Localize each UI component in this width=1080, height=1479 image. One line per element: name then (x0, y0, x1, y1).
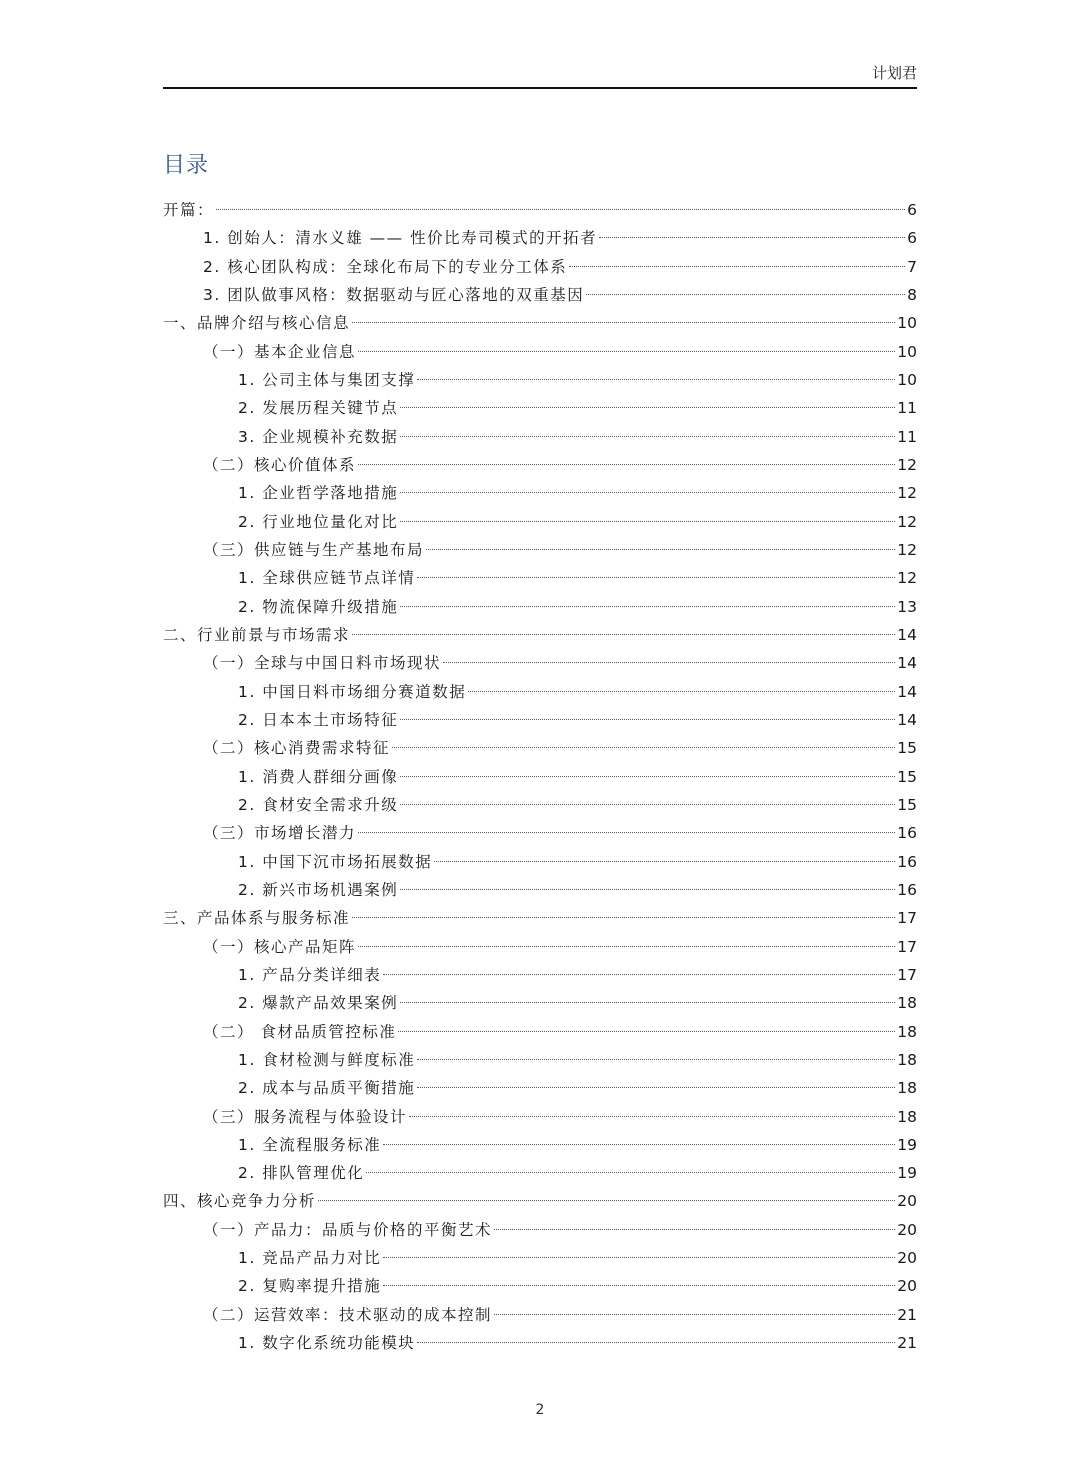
toc-entry-label: （三）市场增长潜力 (203, 824, 357, 843)
toc-entry-label: 1. 中国下沉市场拓展数据 (238, 852, 433, 871)
toc-entry-page: 19 (897, 1164, 917, 1183)
toc-entry[interactable] (163, 1131, 917, 1159)
toc-dot-leader (392, 747, 895, 748)
toc-dot-leader (586, 294, 905, 295)
toc-entry-page: 12 (897, 569, 917, 588)
toc-entry-label: 1. 创始人：清水义雄 —— 性价比寿司模式的开拓者 (203, 229, 598, 248)
toc-entry[interactable] (163, 1301, 917, 1329)
toc-entry-label: 1. 企业哲学落地措施 (238, 484, 399, 503)
toc-dot-leader (417, 379, 895, 380)
toc-entry-label: 2. 食材安全需求升级 (238, 795, 399, 814)
toc-entry[interactable] (163, 791, 917, 819)
toc-dot-leader (318, 1200, 895, 1201)
toc-entry-label: 2. 成本与品质平衡措施 (238, 1079, 416, 1098)
toc-entry-page: 20 (897, 1249, 917, 1268)
toc-entry[interactable] (163, 253, 917, 281)
toc-dot-leader (468, 691, 895, 692)
toc-entry-page: 13 (897, 597, 917, 616)
toc-entry[interactable] (163, 564, 917, 592)
toc-dot-leader (352, 634, 895, 635)
toc-entry[interactable] (163, 706, 917, 734)
toc-dot-leader (494, 1229, 895, 1230)
toc-entry-page: 18 (897, 1022, 917, 1041)
toc-entry-label: 开篇： (163, 201, 215, 219)
toc-entry-label: （二）运营效率：技术驱动的成本控制 (203, 1305, 493, 1324)
toc-dot-leader (216, 209, 905, 210)
toc-entry-label: 2. 新兴市场机遇案例 (238, 880, 399, 899)
toc-entry-page: 16 (897, 852, 917, 871)
toc-entry-page: 14 (897, 710, 917, 729)
toc-entry-label: 1. 产品分类详细表 (238, 965, 382, 984)
toc-entry[interactable] (163, 961, 917, 989)
toc-entry-label: 1. 中国日料市场细分赛道数据 (238, 682, 467, 701)
toc-entry-label: 1. 竞品产品力对比 (238, 1249, 382, 1268)
toc-dot-leader (409, 1116, 895, 1117)
toc-dot-leader (358, 464, 895, 465)
toc-dot-leader (358, 832, 895, 833)
toc-dot-leader (417, 1059, 895, 1060)
toc-dot-leader (426, 549, 895, 550)
toc-entry-label: 三、产品体系与服务标准 (163, 909, 351, 928)
toc-entry-page: 14 (897, 654, 917, 673)
toc-entry[interactable] (163, 1329, 917, 1357)
toc-entry-page: 14 (897, 625, 917, 644)
toc-entry-label: 2. 物流保障升级措施 (238, 597, 399, 616)
toc-entry-label: 2. 核心团队构成：全球化布局下的专业分工体系 (203, 257, 568, 276)
toc-entry-page: 17 (897, 937, 917, 956)
toc-entry-page: 17 (897, 965, 917, 984)
toc-entry[interactable] (163, 989, 917, 1017)
toc-entry[interactable] (163, 479, 917, 507)
toc-dot-leader (383, 1285, 895, 1286)
toc-dot-leader (352, 322, 895, 323)
toc-dot-leader (400, 407, 895, 408)
toc-entry[interactable] (163, 1018, 917, 1046)
toc-entry-label: 1. 全流程服务标准 (238, 1135, 382, 1154)
toc-dot-leader (599, 237, 905, 238)
toc-entry-page: 15 (897, 739, 917, 758)
toc-entry-label: （三）供应链与生产基地布局 (203, 540, 425, 559)
toc-entry-page: 6 (907, 201, 917, 219)
toc-dot-leader (400, 776, 895, 777)
toc-dot-leader (417, 1342, 895, 1343)
toc-entry-label: （二） 食材品质管控标准 (203, 1022, 397, 1041)
toc-entry-page: 18 (897, 994, 917, 1013)
toc-entry-label: 2. 日本本土市场特征 (238, 710, 399, 729)
toc-entry[interactable] (163, 451, 917, 479)
toc-entry-page: 16 (897, 824, 917, 843)
toc-entry[interactable] (163, 394, 917, 422)
toc-entry-label: 2. 复购率提升措施 (238, 1277, 382, 1296)
toc-entry-page: 14 (897, 682, 917, 701)
toc-entry[interactable] (163, 1244, 917, 1272)
toc-entry-label: （二）核心消费需求特征 (203, 739, 391, 758)
toc-entry[interactable] (163, 338, 917, 366)
toc-entry[interactable] (163, 1216, 917, 1244)
toc-entry-page: 21 (897, 1334, 917, 1353)
toc-entry-page: 11 (897, 427, 917, 446)
toc-dot-leader (417, 577, 895, 578)
toc-entry[interactable] (163, 819, 917, 847)
toc-entry-label: 四、核心竞争力分析 (163, 1192, 317, 1211)
toc-entry-label: （三）服务流程与体验设计 (203, 1107, 408, 1126)
toc-dot-leader (434, 861, 895, 862)
toc-entry-label: 1. 全球供应链节点详情 (238, 569, 416, 588)
toc-dot-leader (400, 521, 895, 522)
toc-entry-label: 1. 消费人群细分画像 (238, 767, 399, 786)
toc-entry-page: 15 (897, 795, 917, 814)
toc-entry[interactable] (163, 224, 917, 252)
toc-entry[interactable] (163, 649, 917, 677)
toc-dot-leader (400, 719, 895, 720)
toc-entry-page: 10 (897, 342, 917, 361)
toc-entry-label: 2. 爆款产品效果案例 (238, 994, 399, 1013)
table-of-contents (163, 196, 917, 1357)
toc-entry-page: 12 (897, 540, 917, 559)
toc-dot-leader (494, 1314, 895, 1315)
toc-entry-page: 8 (907, 285, 917, 304)
toc-dot-leader (400, 889, 895, 890)
toc-entry[interactable] (163, 1046, 917, 1074)
toc-entry-label: （一）基本企业信息 (203, 342, 357, 361)
toc-entry-page: 16 (897, 880, 917, 899)
toc-entry-label: 1. 食材检测与鲜度标准 (238, 1050, 416, 1069)
toc-entry[interactable] (163, 678, 917, 706)
toc-entry-page: 7 (907, 257, 917, 276)
toc-entry[interactable] (163, 904, 917, 932)
toc-dot-leader (383, 1257, 895, 1258)
toc-dot-leader (383, 1144, 895, 1145)
toc-dot-leader (443, 662, 895, 663)
toc-dot-leader (569, 266, 905, 267)
toc-dot-leader (398, 1031, 895, 1032)
page-number: 2 (535, 1402, 545, 1418)
page-header (163, 60, 917, 89)
toc-entry-label: 3. 企业规模补充数据 (238, 427, 399, 446)
toc-entry-label: 1. 数字化系统功能模块 (238, 1334, 416, 1353)
header-title: 计划君 (871, 64, 917, 82)
toc-entry[interactable] (163, 763, 917, 791)
toc-entry-page: 12 (897, 455, 917, 474)
toc-entry[interactable] (163, 621, 917, 649)
toc-entry-label: （二）核心价值体系 (203, 455, 357, 474)
toc-entry-label: （一）全球与中国日料市场现状 (203, 654, 442, 673)
toc-entry[interactable] (163, 423, 917, 451)
toc-entry-label: （一）核心产品矩阵 (203, 937, 357, 956)
toc-entry-page: 19 (897, 1135, 917, 1154)
toc-entry[interactable] (163, 1187, 917, 1215)
toc-entry-label: 3. 团队做事风格：数据驱动与匠心落地的双重基因 (203, 285, 585, 304)
toc-entry-label: 一、品牌介绍与核心信息 (163, 314, 351, 333)
toc-entry[interactable] (163, 1159, 917, 1187)
toc-entry-page: 18 (897, 1107, 917, 1126)
toc-entry-page: 20 (897, 1277, 917, 1296)
toc-entry[interactable] (163, 1272, 917, 1300)
toc-entry[interactable] (163, 848, 917, 876)
toc-entry-page: 17 (897, 909, 917, 928)
toc-entry[interactable] (163, 508, 917, 536)
toc-entry-page: 21 (897, 1305, 917, 1324)
toc-entry-label: 2. 排队管理优化 (238, 1164, 365, 1183)
toc-dot-leader (352, 917, 895, 918)
toc-entry-page: 10 (897, 370, 917, 389)
toc-entry-page: 18 (897, 1050, 917, 1069)
toc-entry[interactable] (163, 309, 917, 337)
toc-entry[interactable] (163, 366, 917, 394)
toc-entry-label: 2. 行业地位量化对比 (238, 512, 399, 531)
toc-dot-leader (358, 946, 895, 947)
toc-dot-leader (400, 606, 895, 607)
toc-entry-page: 20 (897, 1192, 917, 1211)
toc-entry[interactable] (163, 876, 917, 904)
toc-entry[interactable] (163, 536, 917, 564)
toc-dot-leader (400, 436, 895, 437)
toc-entry-label: （一）产品力：品质与价格的平衡艺术 (203, 1220, 493, 1239)
toc-dot-leader (366, 1172, 895, 1173)
toc-entry-page: 10 (897, 314, 917, 333)
toc-entry-label: 2. 发展历程关键节点 (238, 399, 399, 418)
toc-entry[interactable] (163, 1103, 917, 1131)
toc-entry-page: 15 (897, 767, 917, 786)
toc-entry-page: 12 (897, 484, 917, 503)
toc-entry[interactable] (163, 933, 917, 961)
toc-dot-leader (400, 492, 895, 493)
toc-entry-page: 11 (897, 399, 917, 418)
toc-entry[interactable] (163, 196, 917, 224)
toc-entry-label: 二、行业前景与市场需求 (163, 625, 351, 644)
toc-dot-leader (358, 351, 895, 352)
toc-entry-page: 18 (897, 1079, 917, 1098)
toc-dot-leader (417, 1087, 895, 1088)
toc-dot-leader (400, 804, 895, 805)
toc-entry[interactable] (163, 593, 917, 621)
toc-dot-leader (400, 1002, 895, 1003)
toc-entry-page: 12 (897, 512, 917, 531)
toc-entry-page: 20 (897, 1220, 917, 1239)
toc-entry[interactable] (163, 1074, 917, 1102)
toc-entry-label: 1. 公司主体与集团支撑 (238, 370, 416, 389)
toc-entry[interactable] (163, 734, 917, 762)
toc-title: 目录 (163, 153, 210, 178)
toc-dot-leader (383, 974, 895, 975)
toc-entry[interactable] (163, 281, 917, 309)
toc-entry-page: 6 (907, 229, 917, 248)
